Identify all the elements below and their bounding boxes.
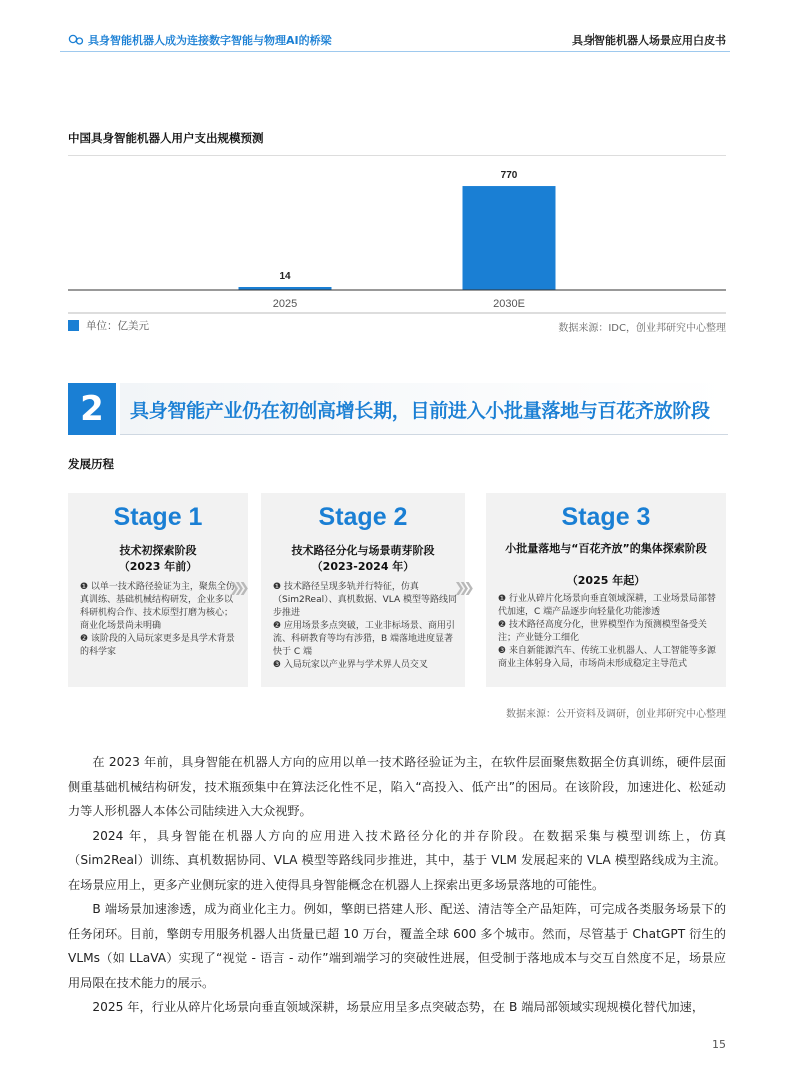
data-label: 14 [279,271,291,282]
paragraph: 2025 年，行业从碎片化场景向垂直领域深耕，场景应用呈多点突破态势，在 B 端局部领域实现规模化替代加速， [92,1000,705,1014]
stage-item: ❷ 应用场景多点突破，工业非标场景、商用引流、科研教育等均有涉猎，B 端落地进度显著快于 C 端 [273,621,455,657]
stage-label: Stage 1 [113,503,203,531]
header-divider [60,51,730,52]
legend-swatch [68,320,79,331]
data-label: 770 [500,170,518,182]
stages-source: 数据来源：公开资料及调研，创业邦研究中心整理 [506,709,726,720]
stage-items [498,593,718,671]
stage-item: ❸ 来自新能源汽车、传统工业机器人、人工智能等多源商业主体躬身入局，市场尚未形成稳定主导范式 [498,646,716,669]
section-banner [68,383,728,435]
stage-period: （2023 年前） [118,560,198,573]
page-header [68,30,726,50]
chart-source: 数据来源：IDC，创业邦研究中心整理 [558,323,726,334]
header-left-title: 具身智能机器人成为连接数字智能与物理AI的桥梁 [88,34,332,47]
stage-card-2 [261,493,465,687]
stage-item: ❶ 以单一技术路径验证为主，聚焦全仿真训练、基础机械结构研发，企业多以科研机构合作、技术原型打磨为核心；商业化场景尚未明确 [80,582,235,631]
stage-item: ❶ 行业从碎片化场景向垂直领域深耕，工业场景局部替代加速，C 端产品逐步向轻量化功能渗透 [498,594,716,617]
stage-items [273,581,457,672]
stage-period: （2023-2024 年） [311,560,415,573]
glasses-icon [68,32,84,46]
banner-underline [120,434,728,435]
stage-items [80,581,240,659]
page-number: 15 [712,1038,726,1051]
subheading: 发展历程 [68,457,114,471]
stage-subtitle: 技术初探索阶段 [119,544,197,557]
stage-subtitle: 技术路径分化与场景萌芽阶段 [291,544,435,557]
x-tick-label: 2025 [272,298,298,310]
x-tick-label: 2030E [493,298,525,310]
stage-label: Stage 3 [561,503,651,531]
stage-label: Stage 2 [318,503,408,531]
header-right-title: 具身智能机器人场景应用白皮书 [572,34,726,47]
stage-item: ❸ 入局玩家以产业界与学术界人员交叉 [273,660,428,670]
section-number: 2 [68,383,116,435]
stage-card-1 [68,493,248,687]
stage-subtitle: 小批量落地与“百花齐放”的集体探索阶段 [505,542,707,555]
bar-chart [68,155,726,315]
section-title: 具身智能产业仍在初创高增长期，目前进入小批量落地与百花齐放阶段 [130,400,710,422]
stage-item: ❶ 技术路径呈现多轨并行特征，仿真（Sim2Real）、真机数据、VLA 模型等路线同步推进 [273,582,458,618]
stage-item: ❷ 技术路径高度分化，世界模型作为预测模型备受关注；产业链分工细化 [498,620,707,643]
body-text [68,750,726,1020]
chevron-right-icon: ❯❯❯ [229,581,244,596]
paragraph: 2024 年，具身智能在机器人方向的应用进入技术路径分化的并存阶段。在数据采集与模型训练上，仿真（Sim2Real）训练、真机数据协同、VLA 模型等路线同步推进，其中，基于 VLM 发展起来的 VLA 模型路线成为主流。在场景应用上，更多产业侧玩家的进入使得具身智能概念在机器人上探索出更多场景落地的可能性。 [68,828,726,892]
stage-card-3 [486,493,726,687]
paragraph: B 端场景加速渗透，成为商业化主力。例如，擎朗已搭建人形、配送、清洁等全产品矩阵，可完成各类服务场景下的任务闭环。目前，擎朗专用服务机器人出货量已超 10 万台，覆盖全球 600 多个城市。然而，尽管基于 ChatGPT 衍生的 VLMs（如 LLaVA）实现了“视觉 - 语言 - 动作”端到端学习的突破性进展，但受制于落地成本与交互自然度不足，场景应用局限在技术能力的展示。 [68,902,726,990]
paragraph: 在 2023 年前，具身智能在机器人方向的应用以单一技术路径验证为主，在软件层面聚焦数据全仿真训练，硬件层面侧重基础机械结构研发，技术瓶颈集中在算法泛化性不足，陷入“高投入、低产出”的困局。在该阶段，加速进化、松延动力等人形机器人本体公司陆续进入大众视野。 [68,755,726,818]
stage-period: （2025 年起） [566,574,646,587]
chevron-right-icon: ❯❯❯ [454,581,469,596]
chart-bar [463,186,556,290]
legend-label: 单位：亿美元 [86,320,149,332]
stage-item: ❷ 该阶段的入局玩家更多是具学术背景的科学家 [80,634,235,657]
chart-title: 中国具身智能机器人用户支出规模预测 [68,131,264,145]
